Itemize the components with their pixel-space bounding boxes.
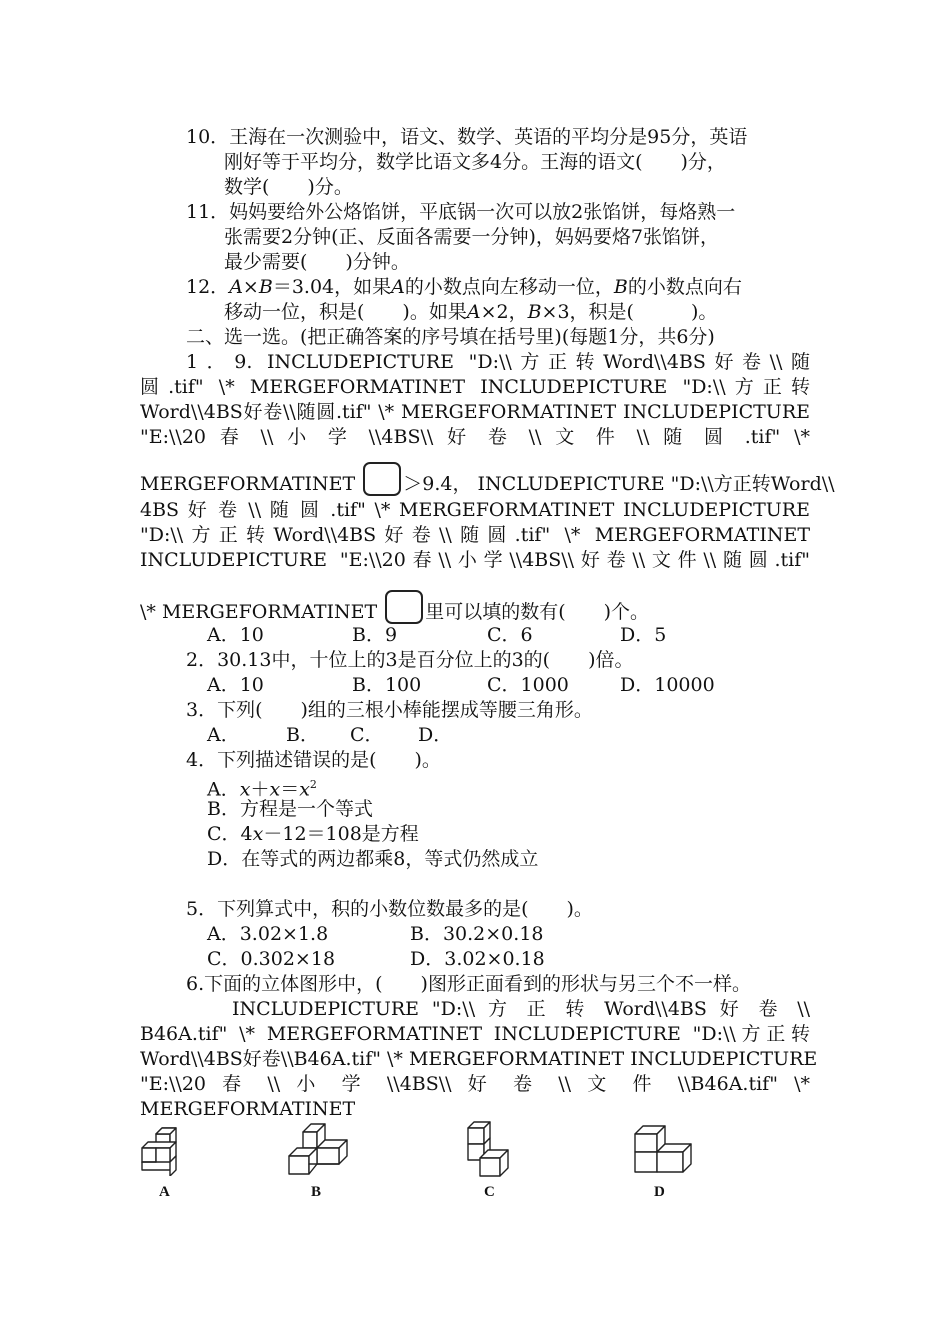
c2-option-d: D．10000 xyxy=(620,674,715,696)
c3-option-b: B． xyxy=(286,724,319,746)
c3-question: 3．下列( )组的三根小棒能摆成等腰三角形。 xyxy=(186,699,593,721)
q12-line2 xyxy=(224,300,717,325)
c1-line6: 4BS 好 卷 \\ 随 圆 .tif" \* MERGEFORMATINET INCLUDEPICTURE xyxy=(140,499,810,521)
c4-option-b: B．方程是一个等式 xyxy=(207,798,373,820)
var-x: x xyxy=(269,778,281,801)
c5-option-b: B．30.2×0.18 xyxy=(410,923,544,945)
cube-label-c: C xyxy=(484,1184,495,1200)
c4-a-prefix: A． xyxy=(207,778,240,801)
q12-mid: 的小数点向左移动一位， xyxy=(404,276,614,298)
c6-line5: "E:\\20 春 \\ 小 学 \\4BS\\ 好 卷 \\ 文 件 \\B46A.tif" \* xyxy=(140,1073,810,1095)
c2-option-b: B．100 xyxy=(352,674,422,696)
c5-option-a: A．3.02×1.8 xyxy=(207,923,329,945)
c1-option-d: D．5 xyxy=(620,624,667,646)
c4-option-c xyxy=(207,822,419,847)
c1-line4: "E:\\20 春 \\ 小 学 \\4BS\\ 好 卷 \\ 文 件 \\ 随 圆 .tif" \* xyxy=(140,426,810,448)
c2-option-a: A．10 xyxy=(207,674,264,696)
c2-option-c: C．1000 xyxy=(487,674,569,696)
q12-x2: ×2， xyxy=(480,301,528,323)
c5-option-c: C．0.302×18 xyxy=(207,948,336,970)
q10-line3: 数学( )分。 xyxy=(224,176,353,198)
cube-label-b: B xyxy=(311,1184,322,1200)
q11-line3: 最少需要( )分钟。 xyxy=(224,251,410,273)
c1-line1: 1．9. INCLUDEPICTURE "D:\\方正转Word\\4BS好卷\\随 xyxy=(186,351,810,373)
c1-line9b: 里可以填的数有( )个。 xyxy=(425,601,650,623)
cube-figure-a xyxy=(138,1124,194,1176)
times: × xyxy=(242,276,259,298)
var-a: A xyxy=(229,276,243,298)
c5-option-d: D．3.02×0.18 xyxy=(410,948,545,970)
c1-line2: 圆.tif" \* MERGEFORMATINET INCLUDEPICTURE "D:\\方正转 xyxy=(140,376,810,398)
c1-option-b: B．9 xyxy=(352,624,398,646)
q12-num: 12． xyxy=(186,276,230,298)
cube-figure-b xyxy=(287,1120,351,1180)
var-a: A xyxy=(466,301,481,323)
c1-line3: Word\\4BS好卷\\随圆.tif" \* MERGEFORMATINET INCLUDEPICTURE xyxy=(140,401,810,423)
var-x: x xyxy=(252,823,264,845)
q11-line1: 11．妈妈要给外公烙馅饼，平底锅一次可以放2张馅饼，每烙熟一 xyxy=(186,201,736,223)
var-x: x xyxy=(299,778,310,801)
c6-line2: INCLUDEPICTURE "D:\\ 方 正 转 Word\\4BS 好 卷 \\ xyxy=(232,998,810,1020)
c1-line9 xyxy=(140,590,649,625)
q11-line2: 张需要2分钟(正、反面各需要一分钟)，妈妈要烙7张馅饼， xyxy=(224,226,720,248)
c3-option-d: D． xyxy=(418,724,453,746)
c1-option-c: C．6 xyxy=(487,624,533,646)
var-a: A xyxy=(391,276,405,298)
c2-question: 2．30.13中，十位上的3是百分位上的3的( )倍。 xyxy=(186,649,634,671)
c6-line3: B46A.tif" \* MERGEFORMATINET INCLUDEPICTURE "D:\\方正转 xyxy=(140,1023,810,1045)
c3-option-c: C． xyxy=(350,724,384,746)
cube-label-d: D xyxy=(654,1184,665,1200)
section-heading: 二、选一选。(把正确答案的序号填在括号里)(每题1分，共6分) xyxy=(186,326,715,348)
c1-line5 xyxy=(140,462,835,497)
c4-c-suffix: －12＝108是方程 xyxy=(263,823,419,845)
c4-question: 4．下列描述错误的是( )。 xyxy=(186,749,441,771)
c6-line4: Word\\4BS好卷\\B46A.tif" \* MERGEFORMATINET INCLUDEPICTURE xyxy=(140,1048,818,1070)
c6-question: 6.下面的立体图形中，( )图形正面看到的形状与另三个不一样。 xyxy=(186,973,751,995)
plus: ＋ xyxy=(250,778,270,801)
c3-option-a: A． xyxy=(207,724,240,746)
c6-line6: MERGEFORMATINET xyxy=(140,1098,356,1120)
q12-l2a: 移动一位，积是( )。如果 xyxy=(224,301,467,323)
var-b: B xyxy=(258,276,273,298)
q10-line2: 刚好等于平均分，数学比语文多4分。王海的语文( )分， xyxy=(224,151,726,173)
c1-line8: INCLUDEPICTURE "E:\\20春\\小学\\4BS\\好卷\\文件\\随圆.tif" xyxy=(140,549,810,571)
blank-box xyxy=(385,590,423,624)
var-b: B xyxy=(613,276,628,298)
c1-line5b: ＞9.4， INCLUDEPICTURE "D:\\方正转Word\\ xyxy=(403,473,835,495)
equals: ＝ xyxy=(280,778,300,801)
c4-option-d: D．在等式的两边都乘8，等式仍然成立 xyxy=(207,848,539,870)
exponent: 2 xyxy=(309,778,317,791)
var-b: B xyxy=(527,301,542,323)
c1-line9a: \* MERGEFORMATINET xyxy=(140,601,378,623)
q12-line1 xyxy=(186,275,742,300)
c1-option-a: A．10 xyxy=(207,624,264,646)
c4-c-prefix: C．4 xyxy=(207,823,253,845)
q12-x3: ×3，积是( )。 xyxy=(541,301,718,323)
cube-figure-c xyxy=(466,1120,524,1180)
c1-line5a: MERGEFORMATINET xyxy=(140,473,356,495)
cube-label-a: A xyxy=(159,1184,170,1200)
c5-question: 5．下列算式中，积的小数位数最多的是( )。 xyxy=(186,898,593,920)
cube-figure-d xyxy=(631,1122,695,1180)
q10-line1: 10．王海在一次测验中，语文、数学、英语的平均分是95分，英语 xyxy=(186,126,748,148)
var-x: x xyxy=(239,778,251,801)
c1-line7: "D:\\方正转Word\\4BS好卷\\随圆.tif" \* MERGEFORMATINET xyxy=(140,524,810,546)
q12-end: 的小数点向右 xyxy=(627,276,742,298)
blank-box xyxy=(363,462,401,496)
q12-eq: ＝3.04，如果 xyxy=(272,276,392,298)
